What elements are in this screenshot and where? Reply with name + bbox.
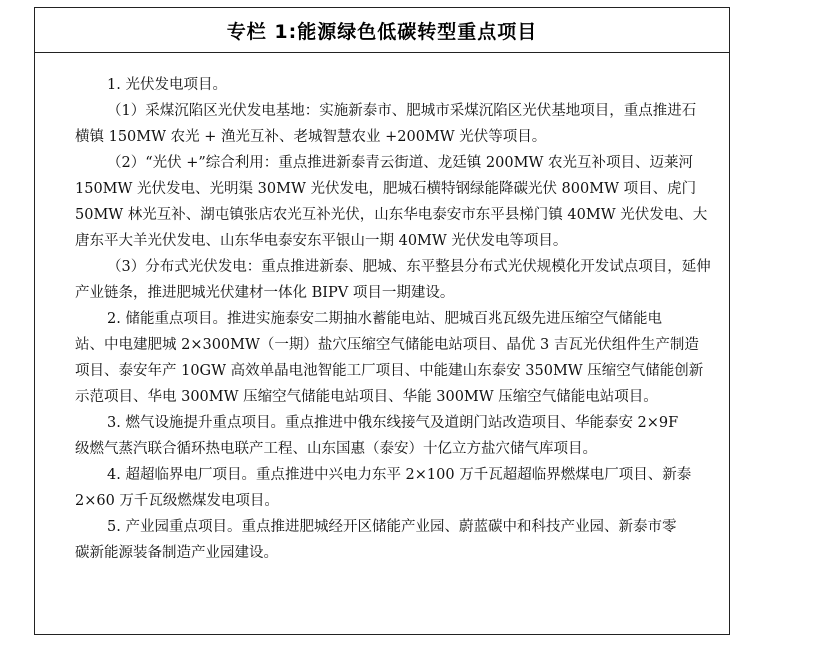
text-line: 碳新能源装备制造产业园建设。: [75, 545, 278, 561]
text-line: （3）分布式光伏发电：重点推进新泰、肥城、东平整县分布式光伏规模化开发试点项目，延伸: [107, 259, 711, 275]
box-title: 专栏 1:能源绿色低碳转型重点项目: [35, 8, 729, 53]
text-line: 示范项目、华电 300MW 压缩空气储能电站项目、华能 300MW 压缩空气储能电站项目。: [75, 389, 658, 405]
text-line: 3. 燃气设施提升重点项目。重点推进中俄东线接气及道朗门站改造项目、华能泰安 2×9F: [107, 415, 679, 431]
text-line: 项目、泰安年产 10GW 高效单晶电池智能工厂项目、中能建山东泰安 350MW 压缩空气储能创新: [75, 363, 704, 379]
project-box: [34, 7, 730, 635]
text-line: 站、中电建肥城 2×300MW（一期）盐穴压缩空气储能电站项目、晶优 3 吉瓦光伏组件生产制造: [75, 337, 699, 353]
text-line: 150MW 光伏发电、光明渠 30MW 光伏发电，肥城石横特钢绿能降碳光伏 800MW 项目、虎门: [75, 181, 697, 197]
text-line: 5. 产业园重点项目。重点推进肥城经开区储能产业园、蔚蓝碳中和科技产业园、新泰市零: [107, 519, 677, 535]
text-line: 唐东平大羊光伏发电、山东华电泰安东平银山一期 40MW 光伏发电等项目。: [75, 233, 568, 249]
text-line: （2）“光伏 +”综合利用：重点推进新泰青云街道、龙廷镇 200MW 农光互补项目、迈莱河: [107, 155, 693, 171]
box-content: [35, 52, 729, 634]
text-line: 级燃气蒸汽联合循环热电联产工程、山东国惠（泰安）十亿立方盐穴储气库项目。: [75, 441, 597, 457]
text-line: 横镇 150MW 农光 + 渔光互补、老城智慧农业 +200MW 光伏等项目。: [75, 129, 547, 145]
text-line: 2. 储能重点项目。推进实施泰安二期抽水蓄能电站、肥城百兆瓦级先进压缩空气储能电: [107, 311, 662, 327]
text-line: 1. 光伏发电项目。: [107, 77, 227, 93]
text-line: 2×60 万千瓦级燃煤发电项目。: [75, 493, 279, 509]
text-line: （1）采煤沉陷区光伏发电基地：实施新泰市、肥城市采煤沉陷区光伏基地项目，重点推进石: [107, 103, 697, 119]
text-line: 4. 超超临界电厂项目。重点推进中兴电力东平 2×100 万千瓦超超临界燃煤电厂项目、新泰: [107, 467, 692, 483]
text-line: 50MW 林光互补、湖屯镇张店农光互补光伏，山东华电泰安市东平县梯门镇 40MW 光伏发电、大: [75, 207, 708, 223]
text-line: 产业链条，推进肥城光伏建材一体化 BIPV 项目一期建设。: [75, 285, 455, 301]
